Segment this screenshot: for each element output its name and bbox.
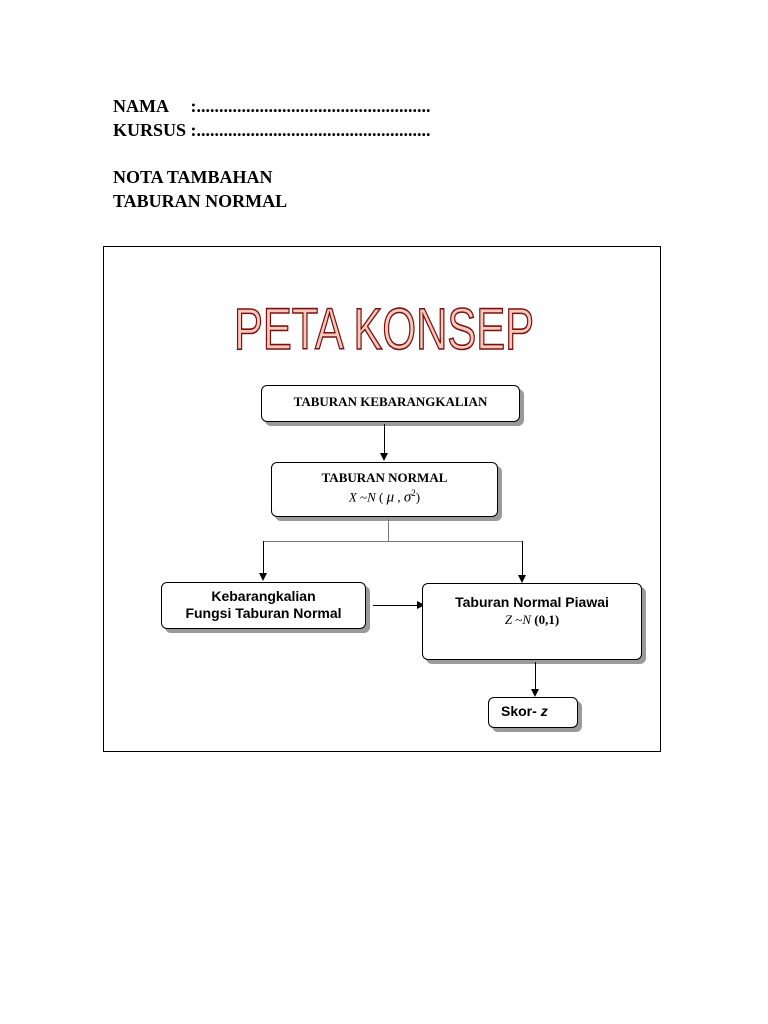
node-piawai-title: Taburan Normal Piawai: [455, 594, 609, 610]
arrow-head-right: [518, 575, 526, 583]
node-skor-z-var: z: [540, 703, 548, 719]
node-piawai-formula: [423, 612, 641, 628]
node-skor-label: Skor-: [501, 703, 541, 719]
formula-n: N: [367, 489, 376, 505]
node-taburan-normal-piawai: [422, 583, 642, 660]
split-stem: [388, 519, 389, 541]
node-taburan-kebarangkalian-label: TABURAN KEBARANGKALIAN: [293, 394, 488, 409]
formula-sigma: σ: [403, 489, 412, 506]
arrow-line-right: [522, 541, 523, 576]
node-taburan-normal-title: TABURAN NORMAL: [321, 470, 448, 485]
piawai-params: (0,1): [531, 612, 560, 627]
node-taburan-normal-formula: [272, 488, 497, 506]
piawai-z: Z: [504, 612, 513, 627]
topic-heading: TABURAN NORMAL: [113, 191, 288, 211]
node-fungsi-line2: Fungsi Taburan Normal: [185, 605, 342, 621]
formula-mu: μ: [386, 489, 395, 506]
concept-map-title-text: PETA KONSEP: [234, 297, 534, 362]
nota-heading: NOTA TAMBAHAN: [113, 167, 273, 187]
arrow-head-left: [259, 573, 267, 581]
formula-close: ): [415, 489, 421, 505]
node-fungsi-line1: Kebarangkalian: [211, 588, 316, 604]
split-bar: [263, 541, 522, 542]
node-taburan-normal: [271, 462, 498, 517]
concept-map-frame: [103, 246, 661, 752]
arrow-head-1: [380, 453, 388, 461]
formula-comma: ,: [394, 489, 404, 505]
kursus-line: KURSUS :....................................................: [113, 120, 431, 140]
arrow-head-skor: [531, 689, 539, 697]
formula-x: X: [348, 489, 357, 505]
node-skor-z: [488, 697, 578, 728]
formula-sup: 2: [411, 488, 416, 498]
piawai-tilde: ~: [512, 612, 523, 627]
arrow-line-1: [384, 424, 385, 454]
arrow-line-horizontal: [373, 605, 418, 606]
arrow-line-skor: [535, 662, 536, 690]
formula-open: (: [375, 489, 387, 505]
concept-map-title: [219, 287, 549, 367]
arrow-line-left: [263, 541, 264, 574]
formula-tilde: ~: [356, 489, 368, 505]
nama-line: NAMA :....................................................: [113, 96, 431, 116]
node-taburan-kebarangkalian: [261, 385, 520, 422]
piawai-n: N: [522, 612, 532, 627]
node-fungsi-taburan-normal: [161, 582, 366, 629]
